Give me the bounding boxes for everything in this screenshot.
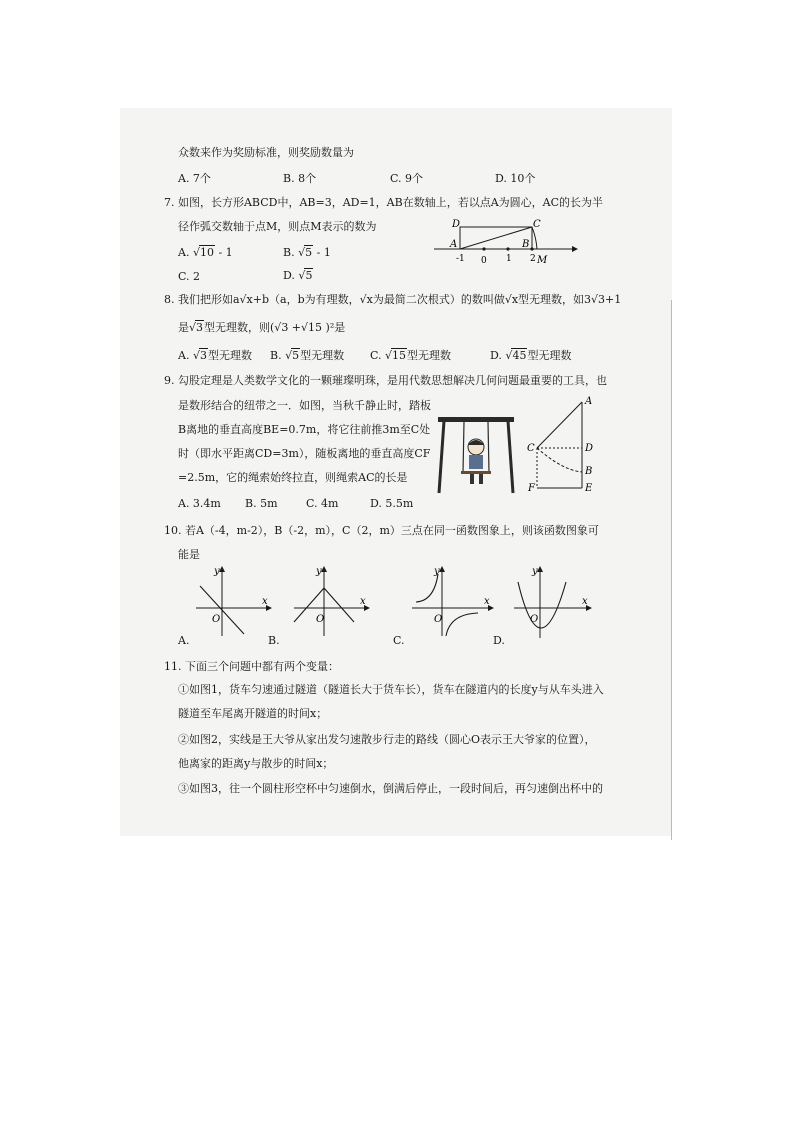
axis-x-label: x: [582, 596, 588, 607]
q11-item-1a: ①如图1，货车匀速通过隧道（隧道长大于货车长），货车在隧道内的长度y与从车头进入: [178, 683, 604, 696]
question-6-tail: 众数来作为奖励标准，则奖励数量为: [178, 146, 354, 159]
q9-line-4: 时（即水平距离CD=3m），随板离地的垂直高度CF: [178, 447, 431, 460]
q10-option-a: A.: [178, 634, 190, 647]
axis-y-label: y: [434, 566, 440, 577]
tick-label-1: 1: [506, 254, 512, 264]
q7-option-d: D. √5: [283, 269, 313, 282]
q10-graph-b: [290, 564, 372, 638]
q7-number-line-figure: [430, 215, 580, 267]
q10-line-2: 能是: [178, 548, 200, 561]
origin-label: O: [434, 614, 443, 625]
tick-label-minus-1: -1: [456, 254, 465, 264]
q9-line-5: =2.5m，它的绳索始终拉直，则绳索AC的长是: [178, 471, 408, 484]
label-c: C: [527, 443, 535, 454]
q7-option-a: A. √10 - 1: [178, 246, 233, 259]
label-c: C: [533, 219, 541, 230]
origin-label: O: [316, 614, 325, 625]
label-m: M: [537, 255, 548, 266]
q9-line-1: 9. 勾股定理是人类数学文化的一颗璀璨明珠，是用代数思想解决几何问题最重要的工具，也: [164, 374, 607, 387]
q9-line-2: 是数形结合的纽带之一．如图，当秋千静止时，踏板: [178, 399, 431, 412]
q11-item-2a: ②如图2，实线是王大爷从家出发匀速散步行走的路线（圆心O表示王大爷家的位置），: [178, 733, 596, 746]
q9-option-b: B. 5m: [245, 497, 278, 510]
q6-option-c: C. 9个: [390, 172, 424, 185]
q6-option-d: D. 10个: [495, 172, 536, 185]
axis-x-label: x: [360, 596, 366, 607]
label-f: F: [528, 483, 535, 494]
q7-line-2: 径作弧交数轴于点M，则点M表示的数为: [178, 220, 377, 233]
q8-line-2: 是√3型无理数，则(√3 +√15 )²是: [178, 321, 346, 334]
q7-line-1: 7. 如图，长方形ABCD中，AB=3，AD=1，AB在数轴上，若以点A为圆心，AC的长为半: [164, 196, 604, 209]
q10-option-b: B.: [268, 634, 280, 647]
q8-option-d: D. √45型无理数: [490, 349, 572, 362]
q10-option-d: D.: [493, 634, 505, 647]
label-a: A: [450, 239, 458, 250]
q10-graph-c: [408, 564, 498, 638]
axis-x-label: x: [484, 596, 490, 607]
label-a: A: [585, 396, 593, 407]
q10-line-1: 10. 若A（-4，m-2），B（-2，m），C（2，m）三点在同一函数图象上，则该函数图象可: [164, 524, 599, 537]
origin-label: O: [530, 614, 539, 625]
axis-y-label: y: [214, 566, 220, 577]
swing-illustration: [436, 415, 516, 495]
label-b: B: [585, 466, 593, 477]
q11-line-1: 11. 下面三个问题中都有两个变量：: [164, 660, 339, 673]
axis-y-label: y: [316, 566, 322, 577]
label-b: B: [522, 239, 530, 250]
q9-option-a: A. 3.4m: [178, 497, 221, 510]
q9-line-3: B离地的垂直高度BE=0.7m，将它往前推3m至C处: [178, 423, 431, 436]
tick-label-2: 2: [530, 254, 536, 264]
q9-geometry-figure: [522, 392, 602, 496]
axis-y-label: y: [532, 566, 538, 577]
q11-item-3a: ③如图3，往一个圆柱形空杯中匀速倒水，倒满后停止，一段时间后，再匀速倒出杯中的: [178, 782, 603, 795]
q10-graph-a: [192, 564, 274, 638]
page-edge-shadow: [671, 300, 672, 840]
label-d: D: [585, 443, 594, 454]
tick-label-0: 0: [481, 256, 487, 266]
origin-label: O: [212, 614, 221, 625]
q6-option-b: B. 8个: [283, 172, 317, 185]
q10-option-c: C.: [393, 634, 405, 647]
q11-item-1b: 隧道至车尾离开隧道的时间x；: [178, 707, 328, 720]
q6-option-a: A. 7个: [178, 172, 211, 185]
label-d: D: [452, 219, 461, 230]
q8-option-b: B. √5型无理数: [270, 349, 345, 362]
label-e: E: [585, 483, 593, 494]
q9-option-c: C. 4m: [306, 497, 339, 510]
q9-option-d: D. 5.5m: [370, 497, 414, 510]
q7-option-c: C. 2: [178, 270, 201, 283]
q8-option-a: A. √3型无理数: [178, 349, 252, 362]
q8-line-1: 8. 我们把形如a√x+b（a，b为有理数，√x为最简二次根式）的数叫做√x型无理数，如3√3+1: [164, 293, 622, 306]
q8-option-c: C. √15型无理数: [370, 349, 452, 362]
q7-option-b: B. √5 - 1: [283, 246, 331, 259]
q10-graph-d: [510, 564, 596, 640]
q11-item-2b: 他离家的距离y与散步的时间x；: [178, 757, 334, 770]
axis-x-label: x: [262, 596, 268, 607]
